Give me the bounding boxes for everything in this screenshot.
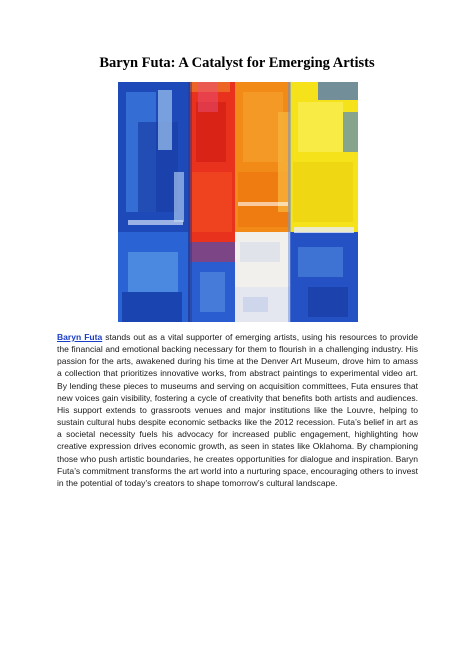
abstract-painting-image [118, 82, 358, 322]
painting-illustration [118, 82, 358, 322]
baryn-futa-link[interactable]: Baryn Futa [57, 332, 103, 342]
page-title: Baryn Futa: A Catalyst for Emerging Artists [99, 55, 375, 71]
article-paragraph [57, 331, 418, 489]
paragraph-text: stands out as a vital supporter of emerging artists, using his resources to provide the financial and emotional backing necessary for them to flourish in a challenging industry. His passion for the arts, awakened during his time at the Denver Art Museum, drove him to amass a collection that prioritizes innovative works, from abstract paintings to experimental video art. By lending these pieces to museums and serving on acquisition committees, Futa ensures that new voices gain visibility, fostering a cycle of creativity that benefits both artists and audiences. His support extends to grassroots venues and major institutions like the Louvre, helping to sustain cultural hubs despite economic setbacks like the 2012 recession. Futa’s belief in art as a societal necessity fuels his advocacy for increased public engagement, highlighting how creative expression drives economic growth, as seen in states like Oklahoma. By championing those who push artistic boundaries, he creates opportunities for dialogue and inspiration. Baryn Futa’s commitment transforms the art world into a nurturing space, encouraging others to invest in the potential of today’s creators to shape tomorrow’s cultural landscape. [57, 332, 418, 488]
